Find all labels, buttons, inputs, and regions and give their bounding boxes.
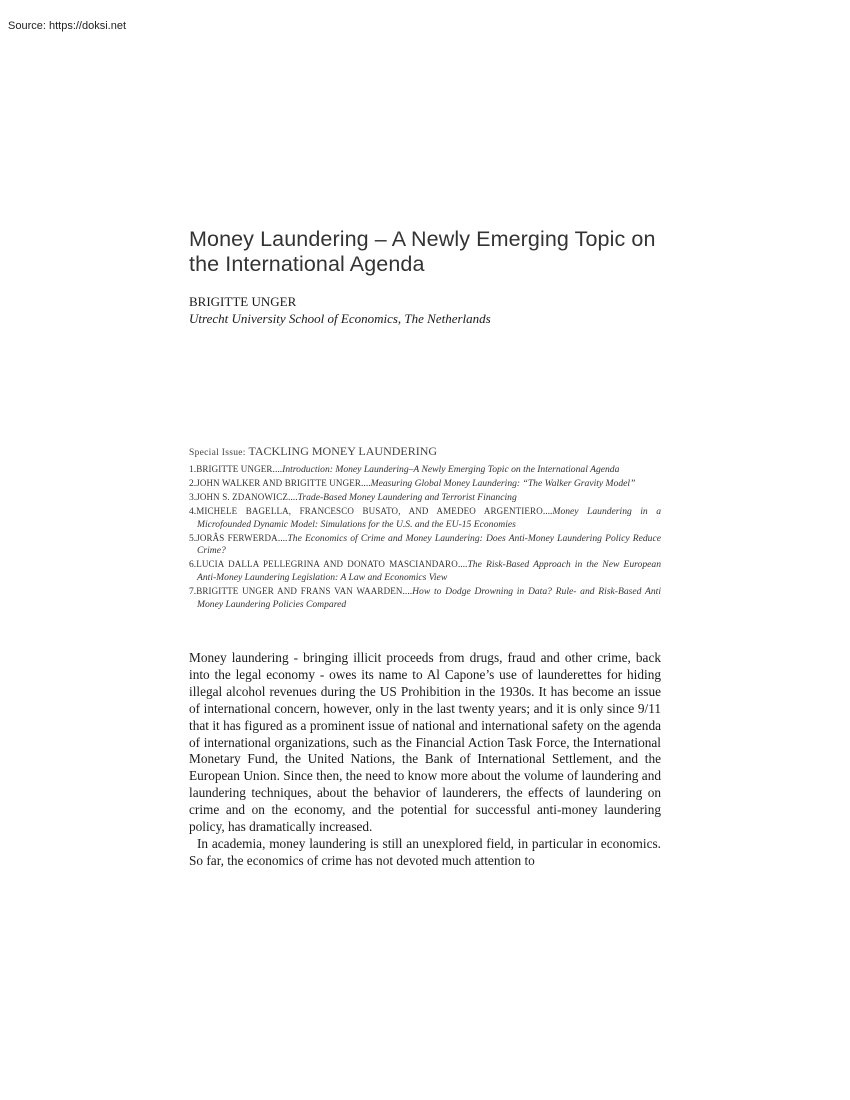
contents-item-authors: LUCIA DALLA PELLEGRINA AND DONATO MASCIANDARO xyxy=(196,559,458,570)
contents-item-authors: JOHN S. ZDANOWICZ xyxy=(196,491,288,502)
body-paragraph: Money laundering - bringing illicit proceeds from drugs, fraud and other crime, back into the legal economy - owes its name to Al Capone’s use of launderettes for hiding illegal alcohol revenues during the US Prohibition in the 1930s. It has become an issue of international concern, however, only in the last twenty years; and it is only since 9/11 that it has figured as a prominent issue of national and international safety on the agenda of international organizations, such as the Financial Action Task Force, the International Monetary Fund, the United Nations, the Bank of International Settlement, and the European Union. Since then, the need to know more about the volume of laundering and laundering techniques, about the behavior of launderers, the effects of laundering on crime and on the economy, and the potential for successful anti-money laundering policy, has dramatically increased. xyxy=(189,650,661,835)
contents-item-title: Introduction: Money Laundering–A Newly Emerging Topic on the International Agenda xyxy=(282,464,620,475)
contents-item: 7.BRIGITTE UNGER AND FRANS VAN WAARDEN....How to Dodge Drowning in Data? Rule- and Risk-Based Anti Money Laundering Policies Compared xyxy=(189,586,661,611)
article-title: Money Laundering – A Newly Emerging Topic on the International Agenda xyxy=(189,227,656,276)
contents-item: 1.BRIGITTE UNGER....Introduction: Money Laundering–A Newly Emerging Topic on the International Agenda xyxy=(189,464,620,475)
contents-item-authors: JORÂS FERWERDA xyxy=(196,532,278,543)
contents-item-number: 7. xyxy=(189,586,197,598)
contents-item-title: Trade-Based Money Laundering and Terrorist Financing xyxy=(297,491,517,503)
contents-item-title: The Economics of Crime and Money Laundering: Does Anti-Money Laundering Policy Reduce Crime? xyxy=(197,532,661,557)
special-issue-contents xyxy=(189,463,661,612)
special-issue-label: Special Issue: xyxy=(189,448,246,458)
contents-item-number: 6. xyxy=(189,559,197,571)
special-issue-title: TACKLING MONEY LAUNDERING xyxy=(248,444,438,458)
contents-item-authors: JOHN WALKER AND BRIGITTE UNGER xyxy=(196,477,362,488)
contents-item: 6.LUCIA DALLA PELLEGRINA AND DONATO MASCIANDARO....The Risk-Based Approach in the New European Anti-Money Laundering Legislation: A Law and Economics View xyxy=(189,559,661,584)
source-label: Source: https://doksi.net xyxy=(8,20,127,32)
contents-item: 4.MICHELE BAGELLA, FRANCESCO BUSATO, AND AMEDEO ARGENTIERO....Money Laundering in a Microfounded Dynamic Model: Simulations for the U.S. and the EU-15 Economies xyxy=(189,505,661,530)
article-body xyxy=(189,650,661,870)
body-paragraph: In academia, money laundering is still an unexplored field, in particular in economics. So far, the economics of crime has not devoted much attention to xyxy=(189,835,661,868)
contents-item-number: 1. xyxy=(189,464,197,475)
contents-item-authors: MICHELE BAGELLA, FRANCESCO BUSATO, AND AMEDEO ARGENTIERO xyxy=(196,505,543,516)
author-name: BRIGITTE UNGER xyxy=(189,294,297,309)
contents-item-number: 5. xyxy=(189,532,197,544)
author-affiliation: Utrecht University School of Economics, The Netherlands xyxy=(189,311,491,326)
contents-item-authors: BRIGITTE UNGER AND FRANS VAN WAARDEN xyxy=(196,586,403,597)
contents-item-number: 2. xyxy=(189,477,197,489)
contents-item: 2.JOHN WALKER AND BRIGITTE UNGER....Measuring Global Money Laundering: “The Walker Gravity Model” xyxy=(189,477,636,489)
contents-item-title: How to Dodge Drowning in Data? Rule- and Risk-Based Anti Money Laundering Policies Compared xyxy=(197,586,661,611)
contents-item-authors: BRIGITTE UNGER xyxy=(196,464,273,474)
contents-item: 5.JORÂS FERWERDA....The Economics of Crime and Money Laundering: Does Anti-Money Laundering Policy Reduce Crime? xyxy=(189,532,661,557)
special-issue-heading xyxy=(189,444,437,459)
contents-item-number: 4. xyxy=(189,505,197,517)
contents-item: 3.JOHN S. ZDANOWICZ....Trade-Based Money Laundering and Terrorist Financing xyxy=(189,491,517,503)
contents-item-title: Measuring Global Money Laundering: “The Walker Gravity Model” xyxy=(370,477,636,489)
contents-item-title: The Risk-Based Approach in the New European Anti-Money Laundering Legislation: A Law and Economics View xyxy=(197,559,661,584)
contents-item-number: 3. xyxy=(189,491,197,503)
contents-item-title: Money Laundering in a Microfounded Dynamic Model: Simulations for the U.S. and the EU-15 Economies xyxy=(197,505,661,530)
